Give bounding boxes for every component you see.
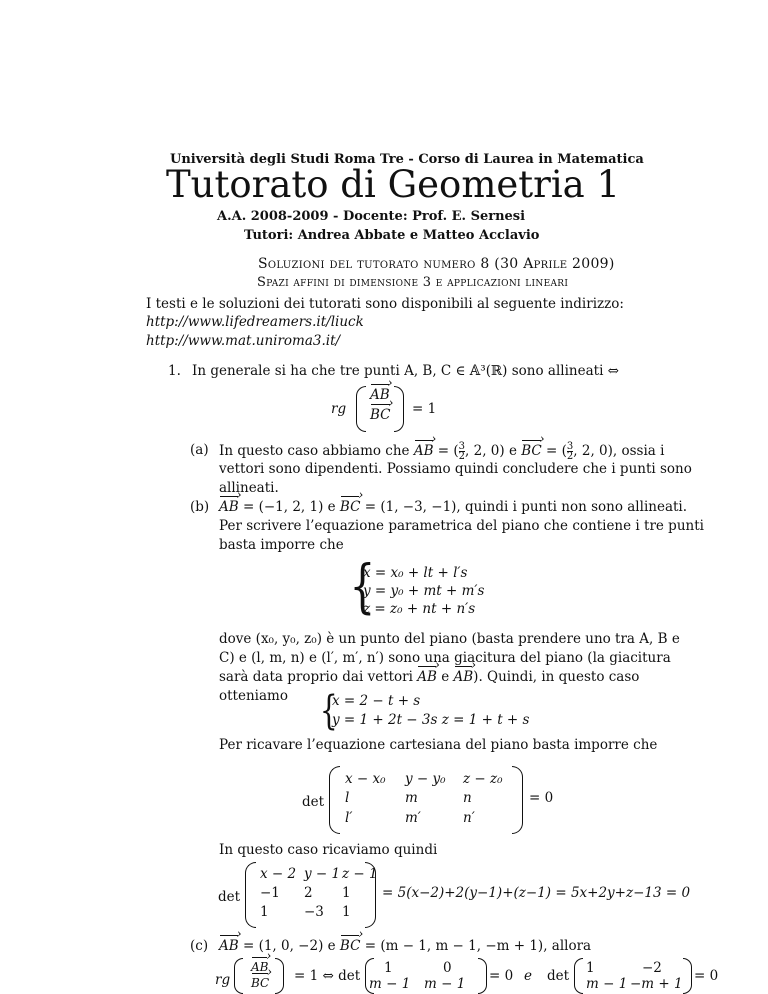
det1-r3c3: n′ xyxy=(463,810,475,826)
part-b-line3: basta imporre che xyxy=(219,537,344,553)
system2-line1: x = 2 − t + s xyxy=(332,693,421,709)
rank-value: = 1 xyxy=(412,401,437,417)
mat2-det-label: det xyxy=(547,968,570,984)
conjunction-e: e xyxy=(524,968,532,984)
det1-left-paren xyxy=(329,766,340,834)
university-line: Università degli Studi Roma Tre - Corso di Laurea in Matematica xyxy=(170,152,644,167)
part-a-line1: In questo caso abbiamo che AB › = ( $\frac{3}{2}$ , 2, 0) e BC › = ( $\frac{3}{2}$ , 2, 0), ossia i xyxy=(219,442,664,461)
right-paren xyxy=(394,386,404,432)
system-brace: { xyxy=(349,552,376,620)
det1-r3c2: m′ xyxy=(405,810,421,826)
det2-r1c2: y − 1 xyxy=(304,866,341,882)
mat1-r1c1: 1 xyxy=(384,960,393,976)
subtitle-topic: Spazi affini di dimensione 3 e applicazioni lineari xyxy=(257,275,569,290)
det2-label: det xyxy=(218,889,241,905)
det1-r1c2: y − y₀ xyxy=(405,771,446,787)
part-c-right-paren xyxy=(275,958,284,994)
document-title: Tutorato di Geometria 1 xyxy=(166,163,621,206)
part-b-label: (b) xyxy=(190,499,210,515)
mat1-r1c2: 0 xyxy=(443,960,452,976)
det2-r2c3: 1 xyxy=(342,885,351,901)
det1-r2c3: n xyxy=(463,790,472,806)
det1-right-paren xyxy=(512,766,523,834)
det2-r2c1: −1 xyxy=(260,885,280,901)
det1-r1c3: z − z₀ xyxy=(463,771,503,787)
part-c-left-paren xyxy=(234,958,243,994)
det2-left-paren xyxy=(245,862,256,928)
det2-right-paren xyxy=(365,862,376,928)
system-eq-y: y = y₀ + mt + m′s xyxy=(363,583,485,599)
mat2-right-paren xyxy=(683,958,692,994)
part-c-rank-label: rg xyxy=(215,972,231,988)
part-b-where1: dove (x₀, y₀, z₀) è un punto del piano (basta prendere uno tra A, B e xyxy=(219,631,680,647)
det1-r1c1: x − x₀ xyxy=(345,771,386,787)
intro-text: I testi e le soluzioni dei tutorati sono disponibili al seguente indirizzo: xyxy=(146,296,624,312)
part-c-iff: = 1 ⇔ det xyxy=(294,968,361,984)
vector-bc: BC › xyxy=(370,407,391,423)
system-eq-x: x = x₀ + lt + l′s xyxy=(363,565,468,581)
part-b-line2: Per scrivere l’equazione parametrica del piano che contiene i tre punti xyxy=(219,518,704,534)
rank-label: rg xyxy=(331,401,347,417)
tutors-line: Tutori: Andrea Abbate e Matteo Acclavio xyxy=(244,228,540,243)
part-b-where3: sarà data proprio dai vettori AB › e AB ›). Quindi, in questo caso xyxy=(219,669,639,685)
item1-text: In generale si ha che tre punti A, B, C ∈ 𝔸³(ℝ) sono allineati ⇔ xyxy=(192,363,619,379)
system-eq-z: z = z₀ + nt + n′s xyxy=(363,601,476,617)
det2-r1c3: z − 1 xyxy=(342,866,378,882)
part-a-label: (a) xyxy=(190,442,209,458)
det1-r3c1: l′ xyxy=(345,810,353,826)
mat1-eq0: = 0 xyxy=(489,968,514,984)
part-b-where2: C) e (l, m, n) e (l′, m′, n′) sono una giacitura del piano (la giacitura xyxy=(219,650,671,666)
subtitle-solutions: Soluzioni del tutorato numero 8 (30 Aprile 2009) xyxy=(258,256,615,272)
part-c-line1: AB › = (1, 0, −2) e BC › = (m − 1, m − 1, −m + 1), allora xyxy=(219,938,591,954)
mat1-r2c1: m − 1 xyxy=(369,976,411,992)
mat2-r2c2: −m + 1 xyxy=(630,976,683,992)
mat2-eq0: = 0 xyxy=(694,968,719,984)
det1-r2c2: m xyxy=(405,790,418,806)
system2-line2: y = 1 + 2t − 3s z = 1 + t + s xyxy=(332,712,530,728)
part-a-line2: vettori sono dipendenti. Possiamo quindi concludere che i punti sono xyxy=(219,461,692,477)
part-c-vec-ab: AB › xyxy=(251,960,268,974)
vector-ab: AB › xyxy=(370,387,390,403)
academic-year-line: A.A. 2008-2009 - Docente: Prof. E. Sernesi xyxy=(217,209,526,224)
det2-r3c1: 1 xyxy=(260,904,269,920)
det2-r3c2: −3 xyxy=(304,904,324,920)
det2-r1c1: x − 2 xyxy=(260,866,297,882)
mat1-r2c2: m − 1 xyxy=(424,976,466,992)
det1-value: = 0 xyxy=(529,790,554,806)
part-b-where4: otteniamo xyxy=(219,688,288,704)
part-b-line1: AB › = (−1, 2, 1) e BC › = (1, −3, −1), quindi i punti non sono allineati. xyxy=(219,499,687,515)
link-uniroma3[interactable]: http://www.mat.uniroma3.it/ xyxy=(146,333,341,349)
system2-brace: { xyxy=(319,688,338,734)
part-c-label: (c) xyxy=(190,938,209,954)
det1-r2c1: l xyxy=(345,790,350,806)
det2-r3c3: 1 xyxy=(342,904,351,920)
part-a-line3: allineati. xyxy=(219,480,279,496)
mat2-left-paren xyxy=(574,958,583,994)
quindi-text: In questo caso ricaviamo quindi xyxy=(219,842,438,858)
left-paren xyxy=(356,386,366,432)
det1-label: det xyxy=(302,794,325,810)
item1-number: 1. xyxy=(168,363,181,379)
det2-value: = 5(x−2)+2(y−1)+(z−1) = 5x+2y+z−13 = 0 xyxy=(382,885,691,901)
mat2-r1c1: 1 xyxy=(586,960,595,976)
cartesian-intro: Per ricavare l’equazione cartesiana del piano basta imporre che xyxy=(219,737,658,753)
part-c-vec-bc: BC › xyxy=(251,976,269,990)
mat1-right-paren xyxy=(478,958,487,994)
link-lifedreamers[interactable]: http://www.lifedreamers.it/liuck xyxy=(146,314,364,330)
det2-r2c2: 2 xyxy=(304,885,313,901)
mat2-r1c2: −2 xyxy=(642,960,662,976)
mat2-r2c1: m − 1 xyxy=(586,976,628,992)
